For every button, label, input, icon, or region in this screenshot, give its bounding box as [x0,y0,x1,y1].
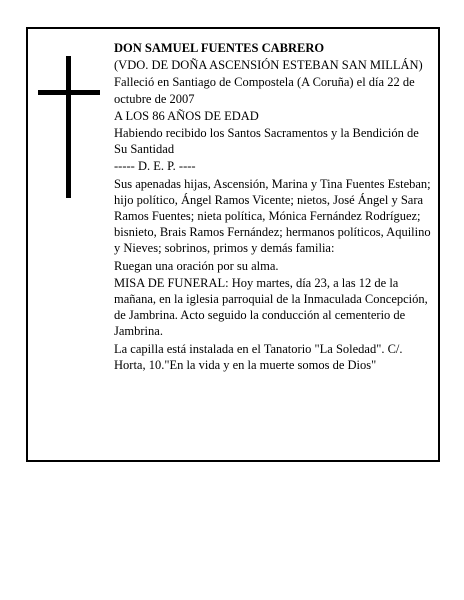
rip-line: ----- D. E. P. ---- [114,159,196,174]
funeral-mass: MISA DE FUNERAL: Hoy martes, día 23, a las 12 de la mañana, en la iglesia parroquial de la Inmaculada Concepción, de Jambrina. Acto seguido la conducción al cementerio de Jambrina. [114,275,428,339]
sacraments-line: Habiendo recibido los Santos Sacramentos y la Bendición de Su Santidad [114,126,419,157]
notice-text [114,40,434,374]
death-info: Falleció en Santiago de Compostela (A Coruña) el día 22 de octubre de 2007 [114,75,415,106]
widow-of: (VDO. DE DOÑA ASCENSIÓN ESTEBAN SAN MILLÁN) [114,58,423,73]
chapel-location: La capilla está instalada en el Tanatorio "La Soledad". C/. Horta, 10."En la vida y en la muerte somos de Dios" [114,341,403,372]
cross-icon [38,56,100,198]
prayer-request: Ruegan una oración por su alma. [114,258,279,273]
cross-horizontal-bar [38,90,100,95]
cross-vertical-bar [66,56,71,198]
family-list: Sus apenadas hijas, Ascensión, Marina y Tina Fuentes Esteban; hijo político, Ángel Ramos Vicente; nietos, José Ángel y Sara Ramos Fuentes; nieta política, Mónica Fernández Rodríguez; bisnieto, Brais Ramos Fernández; hermanos políticos, Aquilino y Nieves; sobrinos, primos y demás familia: [114,176,431,256]
obituary-notice [26,27,440,462]
age-at-death: A LOS 86 AÑOS DE EDAD [114,108,259,123]
deceased-name: DON SAMUEL FUENTES CABRERO [114,41,325,55]
